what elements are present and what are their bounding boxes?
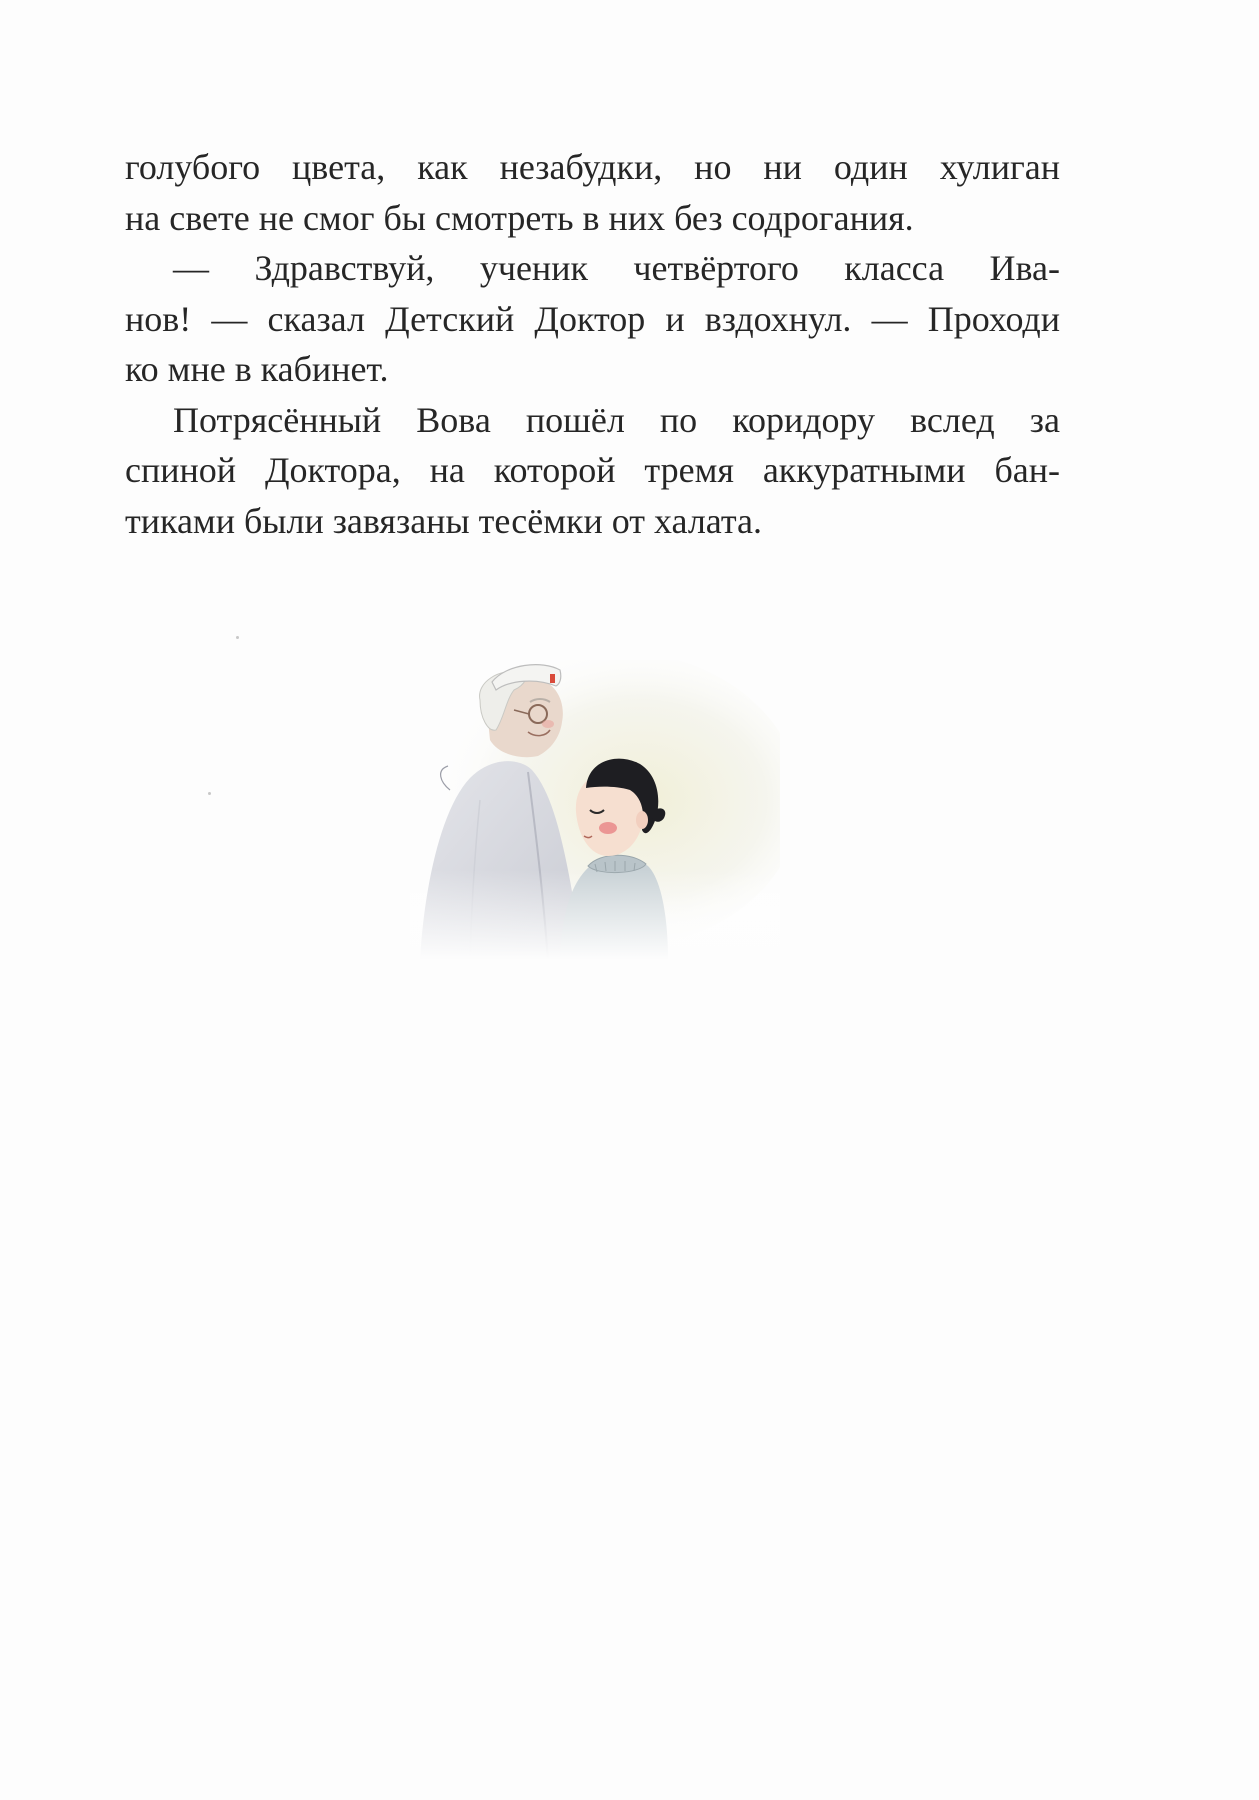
- text-line: — Здравствуй, ученик четвёртого класса Ива-: [173, 248, 1060, 288]
- doctor-and-boy-illustration: [410, 660, 780, 960]
- text-line: нов! — сказал Детский Доктор и вздохнул. — Проходи: [125, 298, 1060, 339]
- text-line: тиками были завязаны тесёмки от халата.: [125, 500, 762, 541]
- scan-speck: [236, 636, 239, 639]
- text-line: ко мне в кабинет.: [125, 349, 389, 389]
- scan-speck: [208, 792, 211, 795]
- text-line: голубого цвета, как незабудки, но ни один хулиган: [125, 147, 1060, 187]
- body-text: [125, 142, 1060, 546]
- text-line: на свете не смог бы смотреть в них без содрогания.: [125, 197, 914, 238]
- text-line: Потрясённый Вова пошёл по коридору вслед за: [173, 399, 1060, 440]
- text-line: спиной Доктора, на которой тремя аккуратными бан-: [125, 450, 1060, 490]
